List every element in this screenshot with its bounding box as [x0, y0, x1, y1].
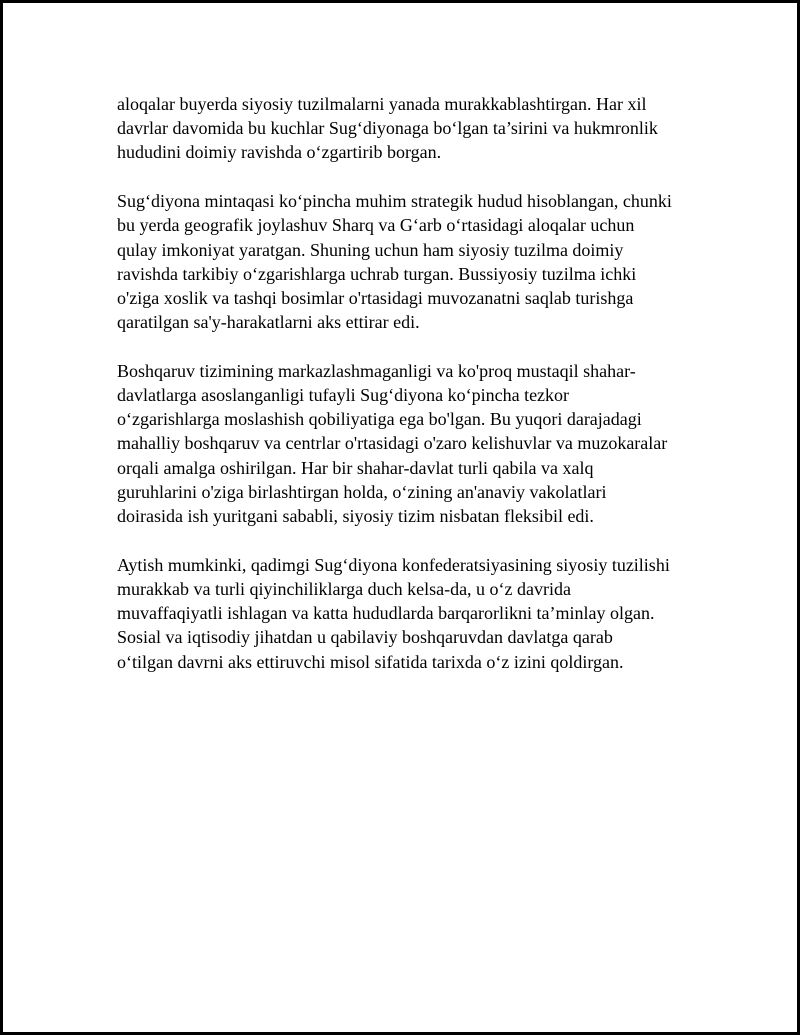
paragraph-3	[117, 359, 757, 528]
text-line: qulay imkoniyat yaratgan. Shuning uchun ham siyosiy tuzilma doimiy	[117, 239, 624, 260]
paragraph-4	[117, 553, 757, 674]
text-line: orqali amalga oshirilgan. Har bir shahar-davlat turli qabila va xalq	[117, 457, 594, 478]
text-line: Aytish mumkinki, qadimgi Sug‘diyona konfederatsiyasining siyosiy tuzilishi	[117, 554, 670, 575]
text-line: qaratilgan sa'y-harakatlarni aks ettirar edi.	[117, 312, 420, 333]
text-line: Boshqaruv tizimining markazlashmaganligi va ko'proq mustaqil shahar-	[117, 360, 636, 381]
text-line: aloqalar buyerda siyosiy tuzilmalarni yanada murakkablashtirgan. Har xil	[117, 94, 647, 114]
paragraph-1	[117, 92, 757, 165]
text-line: o‘tilgan davrni aks ettiruvchi misol sifatida tarixda o‘z izini qoldirgan.	[117, 651, 624, 672]
text-line: davrlar davomida bu kuchlar Sug‘diyonaga bo‘lgan ta’sirini va hukmronlik	[117, 118, 658, 139]
text-line: hududini doimiy ravishda o‘zgartirib borgan.	[117, 142, 442, 163]
text-line: murakkab va turli qiyinchiliklarga duch kelsa-da, u o‘z davrida	[117, 578, 572, 599]
document-body	[117, 92, 757, 698]
text-line: doirasida ish yuritgani sababli, siyosiy tizim nisbatan fleksibil edi.	[117, 506, 594, 527]
text-line: bu yerda geografik joylashuv Sharq va G‘arb o‘rtasidagi aloqalar uchun	[117, 215, 635, 236]
text-line: Sosial va iqtisodiy jihatdan u qabilaviy boshqaruvdan davlatga qarab	[117, 627, 613, 648]
text-line: ravishda tarkibiy o‘zgarishlarga uchrab turgan. Bussiyosiy tuzilma ichki	[117, 263, 637, 284]
text-line: mahalliy boshqaruv va centrlar o'rtasidagi o'zaro kelishuvlar va muzokaralar	[117, 433, 668, 454]
text-line: o'ziga xoslik va tashqi bosimlar o'rtasidagi muvozanatni saqlab turishga	[117, 287, 634, 308]
paragraph-2	[117, 189, 757, 334]
text-line: Sug‘diyona mintaqasi ko‘pincha muhim strategik hudud hisoblangan, chunki	[117, 191, 672, 212]
text-line: guruhlarini o'ziga birlashtirgan holda, o‘zining an'anaviy vakolatlari	[117, 481, 607, 502]
text-line: davlatlarga asoslanganligi tufayli Sug‘diyona ko‘pincha tezkor	[117, 385, 570, 406]
text-line: o‘zgarishlarga moslashish qobiliyatiga ega bo'lgan. Bu yuqori darajadagi	[117, 409, 642, 430]
text-line: muvaffaqiyatli ishlagan va katta hududlarda barqarorlikni ta’minlay olgan.	[117, 603, 655, 624]
